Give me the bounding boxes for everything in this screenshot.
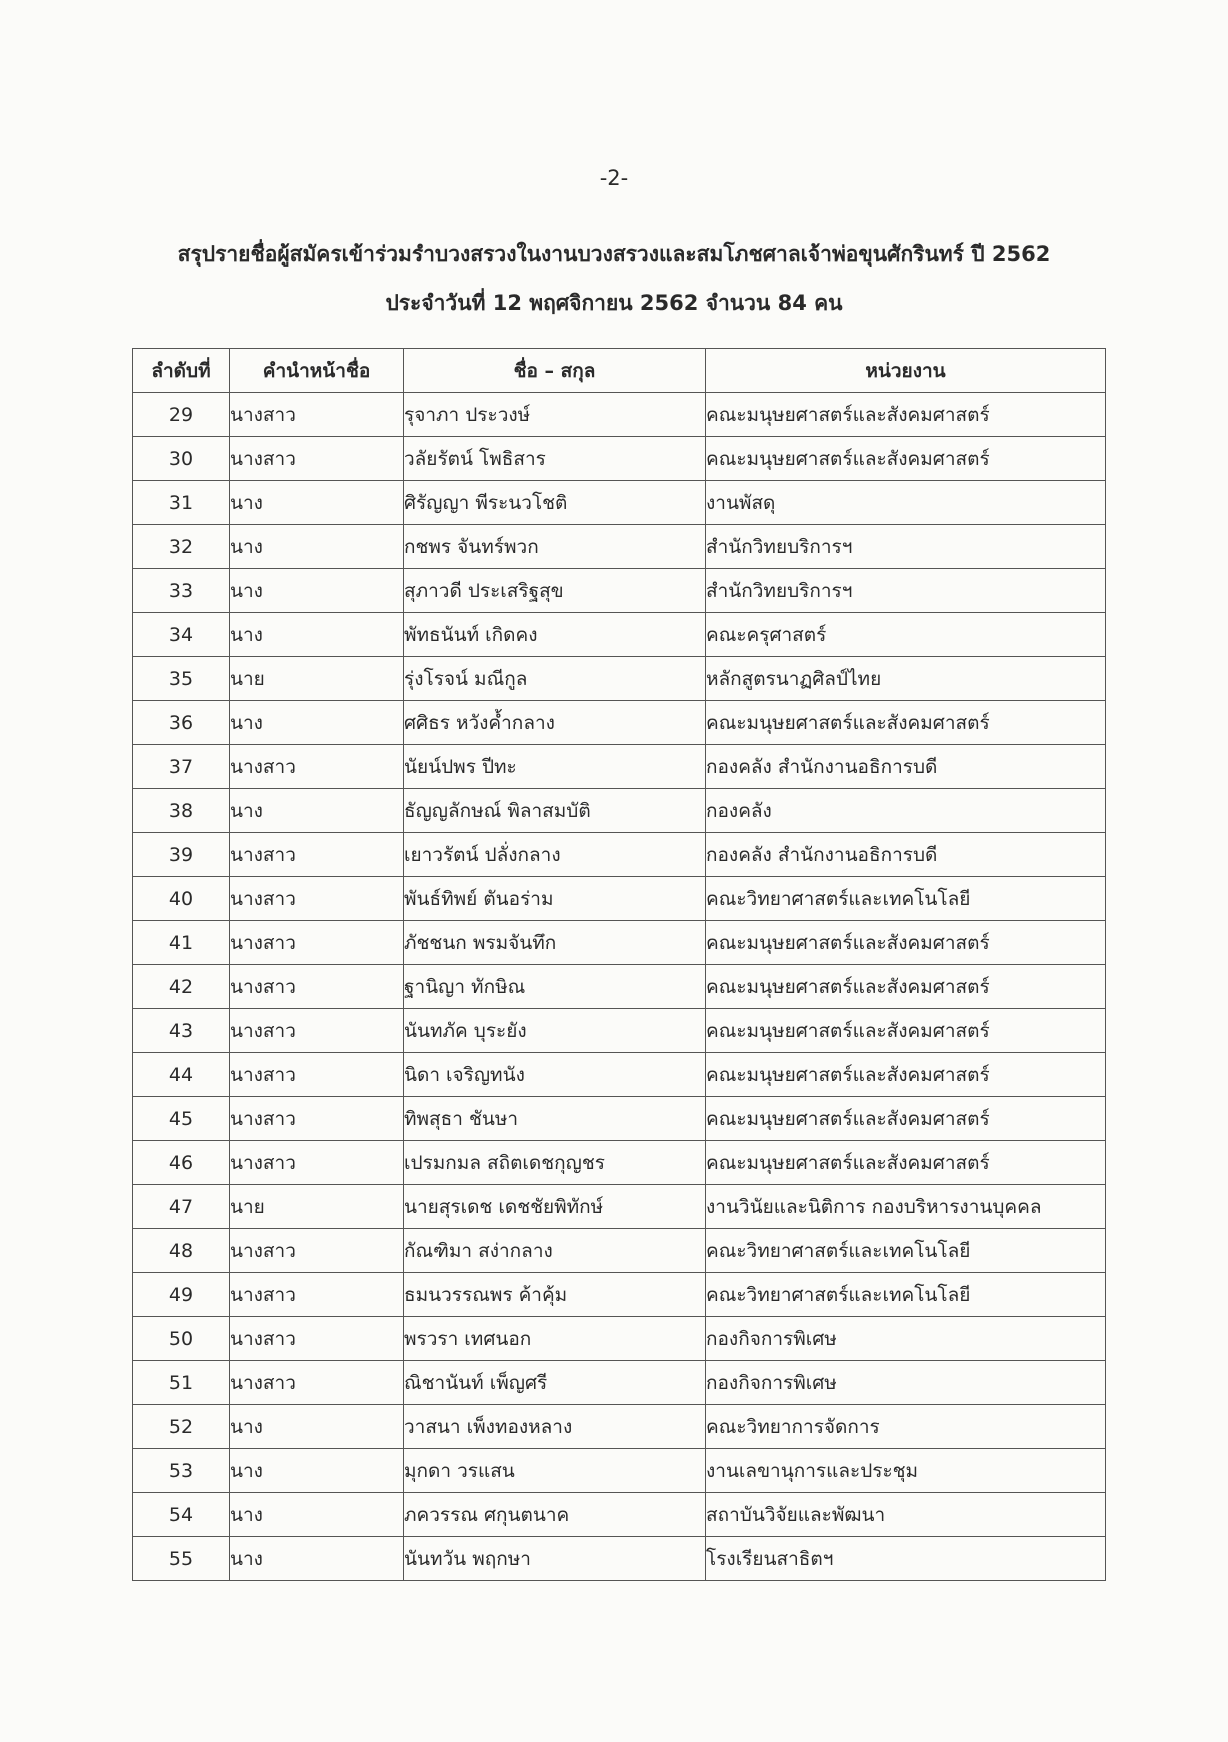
row-prefix: นางสาว xyxy=(230,437,404,481)
row-number: 51 xyxy=(133,1361,230,1405)
row-name: พันธ์ทิพย์ ตันอร่าม xyxy=(404,877,706,921)
table-row xyxy=(133,965,1106,1009)
row-name: สุภาวดี ประเสริฐสุข xyxy=(404,569,706,613)
row-prefix: นางสาว xyxy=(230,1053,404,1097)
row-name: เยาวรัตน์ ปลั่งกลาง xyxy=(404,833,706,877)
row-department: สถาบันวิจัยและพัฒนา xyxy=(706,1493,1106,1537)
table-row xyxy=(133,1097,1106,1141)
row-name: ศิรัญญา พีระนวโชติ xyxy=(404,481,706,525)
row-department: กองคลัง สำนักงานอธิการบดี xyxy=(706,833,1106,877)
table-row xyxy=(133,1317,1106,1361)
row-number: 39 xyxy=(133,833,230,877)
table-row xyxy=(133,1053,1106,1097)
row-department: คณะมนุษยศาสตร์และสังคมศาสตร์ xyxy=(706,1009,1106,1053)
row-name: นิดา เจริญทนัง xyxy=(404,1053,706,1097)
row-prefix: นาย xyxy=(230,1185,404,1229)
table-row xyxy=(133,1405,1106,1449)
row-department: คณะมนุษยศาสตร์และสังคมศาสตร์ xyxy=(706,437,1106,481)
row-number: 34 xyxy=(133,613,230,657)
row-prefix: นางสาว xyxy=(230,833,404,877)
participant-table xyxy=(132,348,1106,1581)
row-number: 31 xyxy=(133,481,230,525)
row-prefix: นาง xyxy=(230,789,404,833)
row-name: วลัยรัตน์ โพธิสาร xyxy=(404,437,706,481)
table-row xyxy=(133,1229,1106,1273)
row-department: คณะครุศาสตร์ xyxy=(706,613,1106,657)
row-name: นันทภัค บุระยัง xyxy=(404,1009,706,1053)
row-prefix: นางสาว xyxy=(230,1361,404,1405)
table-row xyxy=(133,437,1106,481)
row-department: โรงเรียนสาธิตฯ xyxy=(706,1537,1106,1581)
row-name: นันทวัน พฤกษา xyxy=(404,1537,706,1581)
row-prefix: นางสาว xyxy=(230,965,404,1009)
row-prefix: นาง xyxy=(230,569,404,613)
row-name: ศศิธร หวังค้ำกลาง xyxy=(404,701,706,745)
row-number: 45 xyxy=(133,1097,230,1141)
row-name: มุกดา วรแสน xyxy=(404,1449,706,1493)
row-prefix: นาง xyxy=(230,1493,404,1537)
row-prefix: นาง xyxy=(230,525,404,569)
row-department: หลักสูตรนาฏศิลป์ไทย xyxy=(706,657,1106,701)
row-prefix: นางสาว xyxy=(230,1141,404,1185)
row-number: 38 xyxy=(133,789,230,833)
row-number: 35 xyxy=(133,657,230,701)
row-prefix: นางสาว xyxy=(230,1229,404,1273)
row-name: ภัชชนก พรมจันทึก xyxy=(404,921,706,965)
table-row xyxy=(133,657,1106,701)
table-row xyxy=(133,525,1106,569)
row-department: งานวินัยและนิติการ กองบริหารงานบุคคล xyxy=(706,1185,1106,1229)
row-prefix: นาง xyxy=(230,701,404,745)
header-prefix: คำนำหน้าชื่อ xyxy=(230,349,404,393)
row-prefix: นางสาว xyxy=(230,877,404,921)
row-department: คณะมนุษยศาสตร์และสังคมศาสตร์ xyxy=(706,921,1106,965)
row-prefix: นางสาว xyxy=(230,1273,404,1317)
row-department: กองคลัง สำนักงานอธิการบดี xyxy=(706,745,1106,789)
table-row xyxy=(133,921,1106,965)
row-name: ธัญญลักษณ์ พิลาสมบัติ xyxy=(404,789,706,833)
row-number: 43 xyxy=(133,1009,230,1053)
row-number: 46 xyxy=(133,1141,230,1185)
row-department: คณะวิทยาศาสตร์และเทคโนโลยี xyxy=(706,1229,1106,1273)
table-row xyxy=(133,569,1106,613)
row-number: 52 xyxy=(133,1405,230,1449)
row-prefix: นางสาว xyxy=(230,393,404,437)
row-department: คณะวิทยาศาสตร์และเทคโนโลยี xyxy=(706,1273,1106,1317)
table-row xyxy=(133,833,1106,877)
row-name: รุ่งโรจน์ มณีกูล xyxy=(404,657,706,701)
row-department: งานเลขานุการและประชุม xyxy=(706,1449,1106,1493)
row-department: สำนักวิทยบริการฯ xyxy=(706,525,1106,569)
row-number: 53 xyxy=(133,1449,230,1493)
row-number: 36 xyxy=(133,701,230,745)
row-prefix: นางสาว xyxy=(230,921,404,965)
row-prefix: นางสาว xyxy=(230,1009,404,1053)
row-number: 54 xyxy=(133,1493,230,1537)
row-department: คณะมนุษยศาสตร์และสังคมศาสตร์ xyxy=(706,1097,1106,1141)
table-row xyxy=(133,1361,1106,1405)
row-number: 41 xyxy=(133,921,230,965)
row-name: วาสนา เพ็งทองหลาง xyxy=(404,1405,706,1449)
table-row xyxy=(133,1493,1106,1537)
row-number: 40 xyxy=(133,877,230,921)
row-number: 32 xyxy=(133,525,230,569)
table-row xyxy=(133,1185,1106,1229)
table-row xyxy=(133,1273,1106,1317)
document-title: สรุปรายชื่อผู้สมัครเข้าร่วมรำบวงสรวงในงานบวงสรวงและสมโภชศาลเจ้าพ่อขุนศักรินทร์ ปี 2562 xyxy=(177,242,1051,266)
table-row xyxy=(133,1141,1106,1185)
row-number: 33 xyxy=(133,569,230,613)
table-row xyxy=(133,877,1106,921)
page-number: -2- xyxy=(599,166,629,190)
row-department: คณะมนุษยศาสตร์และสังคมศาสตร์ xyxy=(706,701,1106,745)
row-number: 37 xyxy=(133,745,230,789)
row-number: 29 xyxy=(133,393,230,437)
row-name: นายสุรเดช เดชชัยพิทักษ์ xyxy=(404,1185,706,1229)
row-department: กองกิจการพิเศษ xyxy=(706,1361,1106,1405)
table-row xyxy=(133,1009,1106,1053)
row-prefix: นาง xyxy=(230,1405,404,1449)
row-number: 42 xyxy=(133,965,230,1009)
row-number: 49 xyxy=(133,1273,230,1317)
row-department: คณะมนุษยศาสตร์และสังคมศาสตร์ xyxy=(706,1141,1106,1185)
row-name: ทิพสุธา ชันษา xyxy=(404,1097,706,1141)
row-department: คณะวิทยาการจัดการ xyxy=(706,1405,1106,1449)
row-prefix: นาง xyxy=(230,1449,404,1493)
row-name: พรวรา เทศนอก xyxy=(404,1317,706,1361)
row-prefix: นาง xyxy=(230,613,404,657)
row-name: เปรมกมล สถิตเดชกุญชร xyxy=(404,1141,706,1185)
row-department: คณะมนุษยศาสตร์และสังคมศาสตร์ xyxy=(706,1053,1106,1097)
row-prefix: นาง xyxy=(230,1537,404,1581)
row-prefix: นางสาว xyxy=(230,1097,404,1141)
row-prefix: นางสาว xyxy=(230,1317,404,1361)
table-body xyxy=(133,393,1106,1581)
row-department: กองคลัง xyxy=(706,789,1106,833)
row-name: ฐานิญา ทักษิณ xyxy=(404,965,706,1009)
row-number: 50 xyxy=(133,1317,230,1361)
header-number: ลำดับที่ xyxy=(133,349,230,393)
row-department: งานพัสดุ xyxy=(706,481,1106,525)
row-name: กชพร จันทร์พวก xyxy=(404,525,706,569)
row-prefix: นาง xyxy=(230,481,404,525)
row-name: ภควรรณ ศกุนตนาค xyxy=(404,1493,706,1537)
table-row xyxy=(133,393,1106,437)
row-name: รุจาภา ประวงษ์ xyxy=(404,393,706,437)
row-number: 47 xyxy=(133,1185,230,1229)
row-name: พัทธนันท์ เกิดคง xyxy=(404,613,706,657)
table-row xyxy=(133,701,1106,745)
table-row xyxy=(133,745,1106,789)
row-number: 44 xyxy=(133,1053,230,1097)
table-row xyxy=(133,789,1106,833)
row-department: คณะมนุษยศาสตร์และสังคมศาสตร์ xyxy=(706,965,1106,1009)
document-subtitle: ประจำวันที่ 12 พฤศจิกายน 2562 จำนวน 84 คน xyxy=(385,291,843,315)
row-prefix: นาย xyxy=(230,657,404,701)
row-department: สำนักวิทยบริการฯ xyxy=(706,569,1106,613)
row-department: กองกิจการพิเศษ xyxy=(706,1317,1106,1361)
table-row xyxy=(133,1449,1106,1493)
table-row xyxy=(133,481,1106,525)
table-header-row xyxy=(133,349,1106,393)
row-prefix: นางสาว xyxy=(230,745,404,789)
table-row xyxy=(133,1537,1106,1581)
row-department: คณะมนุษยศาสตร์และสังคมศาสตร์ xyxy=(706,393,1106,437)
header-name: ชื่อ – สกุล xyxy=(404,349,706,393)
row-number: 48 xyxy=(133,1229,230,1273)
row-name: ณิชานันท์ เพ็ญศรี xyxy=(404,1361,706,1405)
row-department: คณะวิทยาศาสตร์และเทคโนโลยี xyxy=(706,877,1106,921)
row-name: กัณฑิมา สง่ากลาง xyxy=(404,1229,706,1273)
row-name: ธมนวรรณพร ค้าคุ้ม xyxy=(404,1273,706,1317)
row-name: นัยน์ปพร ปีทะ xyxy=(404,745,706,789)
table-row xyxy=(133,613,1106,657)
row-number: 30 xyxy=(133,437,230,481)
header-department: หน่วยงาน xyxy=(706,349,1106,393)
row-number: 55 xyxy=(133,1537,230,1581)
